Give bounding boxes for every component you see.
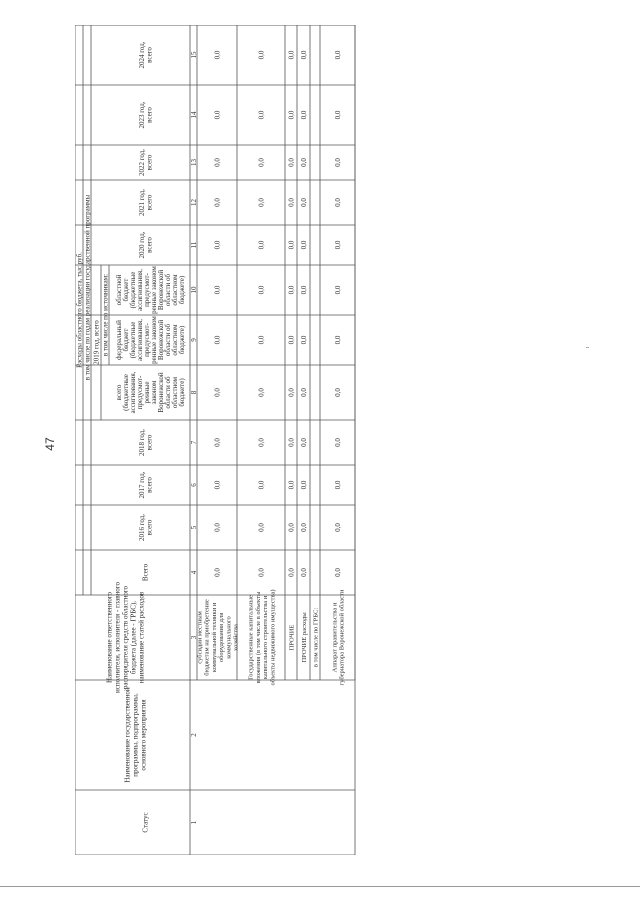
row-label: Аппарат правительства игубернатора Воронежской области: [331, 589, 346, 686]
cell-value: 0,0: [287, 240, 296, 250]
header-by-year: в том числе по годам реализации государственной программы: [83, 194, 92, 381]
column-number: 9: [190, 338, 198, 342]
cell-value: 0,0: [334, 438, 342, 447]
column-number: 14: [190, 111, 198, 119]
column-number: 8: [190, 390, 198, 395]
cell-value: 0,0: [300, 388, 308, 397]
cell-value: 0,0: [213, 480, 222, 490]
column-number: 12: [190, 199, 198, 206]
cell-value: 0,0: [300, 335, 308, 345]
cell-value: 0,0: [334, 523, 342, 532]
cell-value: 0,0: [334, 388, 342, 397]
column-number: 5: [190, 525, 198, 530]
cell-value: 0,0: [334, 198, 342, 207]
header-expenses-title: Расходы областного бюджета, тыс.руб.: [75, 252, 84, 368]
header-2016: 2016 год,всего: [137, 513, 154, 542]
column-number: 13: [190, 159, 198, 166]
cell-value: 0,0: [257, 50, 266, 60]
cell-value: 0,0: [257, 285, 266, 295]
cell-value: 0,0: [300, 110, 308, 120]
row-label: ПРОЧИЕ: [288, 624, 296, 651]
cell-value: 0,0: [334, 158, 342, 167]
column-number: 7: [190, 440, 198, 445]
header-status: Статус: [141, 812, 150, 833]
cell-value: 0,0: [213, 388, 222, 397]
cell-value: 0,0: [213, 110, 222, 120]
cell-value: 0,0: [300, 523, 308, 532]
column-number: 10: [190, 286, 198, 294]
cell-value: 0,0: [334, 335, 342, 345]
cell-value: 0,0: [257, 480, 266, 490]
cell-value: 0,0: [300, 240, 308, 250]
cell-value: 0,0: [300, 285, 308, 295]
row-label: ПРОЧИЕ расходы: [301, 612, 308, 663]
cell-value: 0,0: [287, 480, 296, 490]
cell-value: 0,0: [257, 335, 266, 345]
cell-value: 0,0: [287, 110, 296, 120]
cell-value: 0,0: [334, 110, 342, 120]
page-number: 47: [43, 437, 57, 451]
cell-value: 0,0: [300, 50, 308, 60]
cell-value: 0,0: [334, 50, 342, 60]
header-program-name: Наименование государственнойпрограммы, подпрограммы,основного мероприятия: [123, 687, 148, 783]
cell-value: 0,0: [257, 568, 266, 577]
header-2023: 2023 год,всего: [137, 101, 154, 129]
cell-value: 0,0: [213, 438, 222, 447]
row-label: в том числе по ГРБС:: [312, 607, 320, 668]
column-number: 15: [190, 51, 198, 59]
cell-value: 0,0: [287, 438, 296, 447]
cell-value: 0,0: [334, 480, 342, 490]
header-2019-all: всего(бюджетныеассигнования,предусмот-ренныезакономВоронежскойобласти обобластномбюджете): [115, 371, 186, 414]
cell-value: 0,0: [257, 388, 266, 397]
scan-speck: [586, 347, 589, 348]
cell-value: 0,0: [300, 158, 308, 167]
cell-value: 0,0: [287, 158, 296, 167]
cell-value: 0,0: [213, 285, 222, 295]
header-2022: 2022 год,всего: [137, 148, 154, 177]
column-number: 11: [190, 241, 198, 249]
header-2024: 2024 год,всего: [137, 41, 154, 69]
column-number: 6: [190, 483, 198, 487]
cell-value: 0,0: [287, 568, 296, 577]
header-2021: 2021 год,всего: [137, 188, 154, 217]
column-number: 4: [190, 570, 198, 575]
header-2020: 2020 год,всего: [137, 231, 154, 259]
cell-value: 0,0: [300, 438, 308, 447]
cell-value: 0,0: [213, 240, 222, 250]
row-label: субсидии местнымбюджетам на приобретениекоммунальной техники иоборудования длякоммунальногохозяйства: [196, 599, 240, 676]
cell-value: 0,0: [287, 523, 296, 532]
cell-value: 0,0: [257, 110, 266, 120]
cell-value: 0,0: [287, 285, 296, 295]
table-texts: [76, 41, 346, 832]
row-label: Государственные капитальныевложения (в том числе в объектыкапитального строительства иобъекты недвижимого имущества): [247, 589, 277, 686]
cell-value: 0,0: [300, 198, 308, 207]
column-number: 1: [190, 820, 198, 825]
header-2018: 2018 год,всего: [137, 428, 154, 457]
header-2019-sources: в том числе по источникам:: [101, 273, 110, 357]
cell-value: 0,0: [334, 240, 342, 250]
cell-value: 0,0: [287, 388, 296, 397]
cell-value: 0,0: [213, 158, 222, 167]
cell-value: 0,0: [334, 285, 342, 295]
cell-value: 0,0: [287, 50, 296, 60]
cell-value: 0,0: [300, 568, 308, 577]
header-2019-federal: федеральныйбюджет(бюджетныеассигнования,предусмот-ренные закономВоронежскойобласти обобластномбюджете): [115, 316, 186, 364]
cell-value: 0,0: [213, 523, 222, 532]
header-total: Всего: [141, 563, 150, 582]
column-number: 3: [190, 635, 198, 640]
cell-value: 0,0: [287, 335, 296, 345]
cell-value: 0,0: [213, 335, 222, 345]
cell-value: 0,0: [334, 568, 342, 577]
cell-value: 0,0: [257, 240, 266, 250]
column-number: 2: [190, 733, 198, 737]
cell-value: 0,0: [213, 50, 222, 60]
header-2019-total: 2019 год, всего: [92, 320, 101, 365]
cell-value: 0,0: [257, 198, 266, 207]
cell-value: 0,0: [257, 523, 266, 532]
cell-value: 0,0: [300, 480, 308, 490]
header-2017: 2017 год,всего: [137, 471, 154, 499]
cell-value: 0,0: [213, 198, 222, 207]
cell-value: 0,0: [287, 198, 296, 207]
cell-value: 0,0: [213, 568, 222, 577]
header-2019-regional: областнойбюджет(бюджетныеассигнования,предусмот-ренные закономВоронежскойобласти обобластномбюджете): [115, 266, 186, 314]
budget-table: [75, 25, 593, 855]
header-executor: Наименование ответственногоисполнителя, исполнителя - главногораспорядителя средств областногобюджета (далее - ГРБС),наименование статей расходов: [105, 582, 146, 693]
cell-value: 0,0: [257, 158, 266, 167]
table-grid: [75, 25, 593, 855]
page-bottom-rule: [0, 886, 640, 887]
cell-value: 0,0: [257, 438, 266, 447]
